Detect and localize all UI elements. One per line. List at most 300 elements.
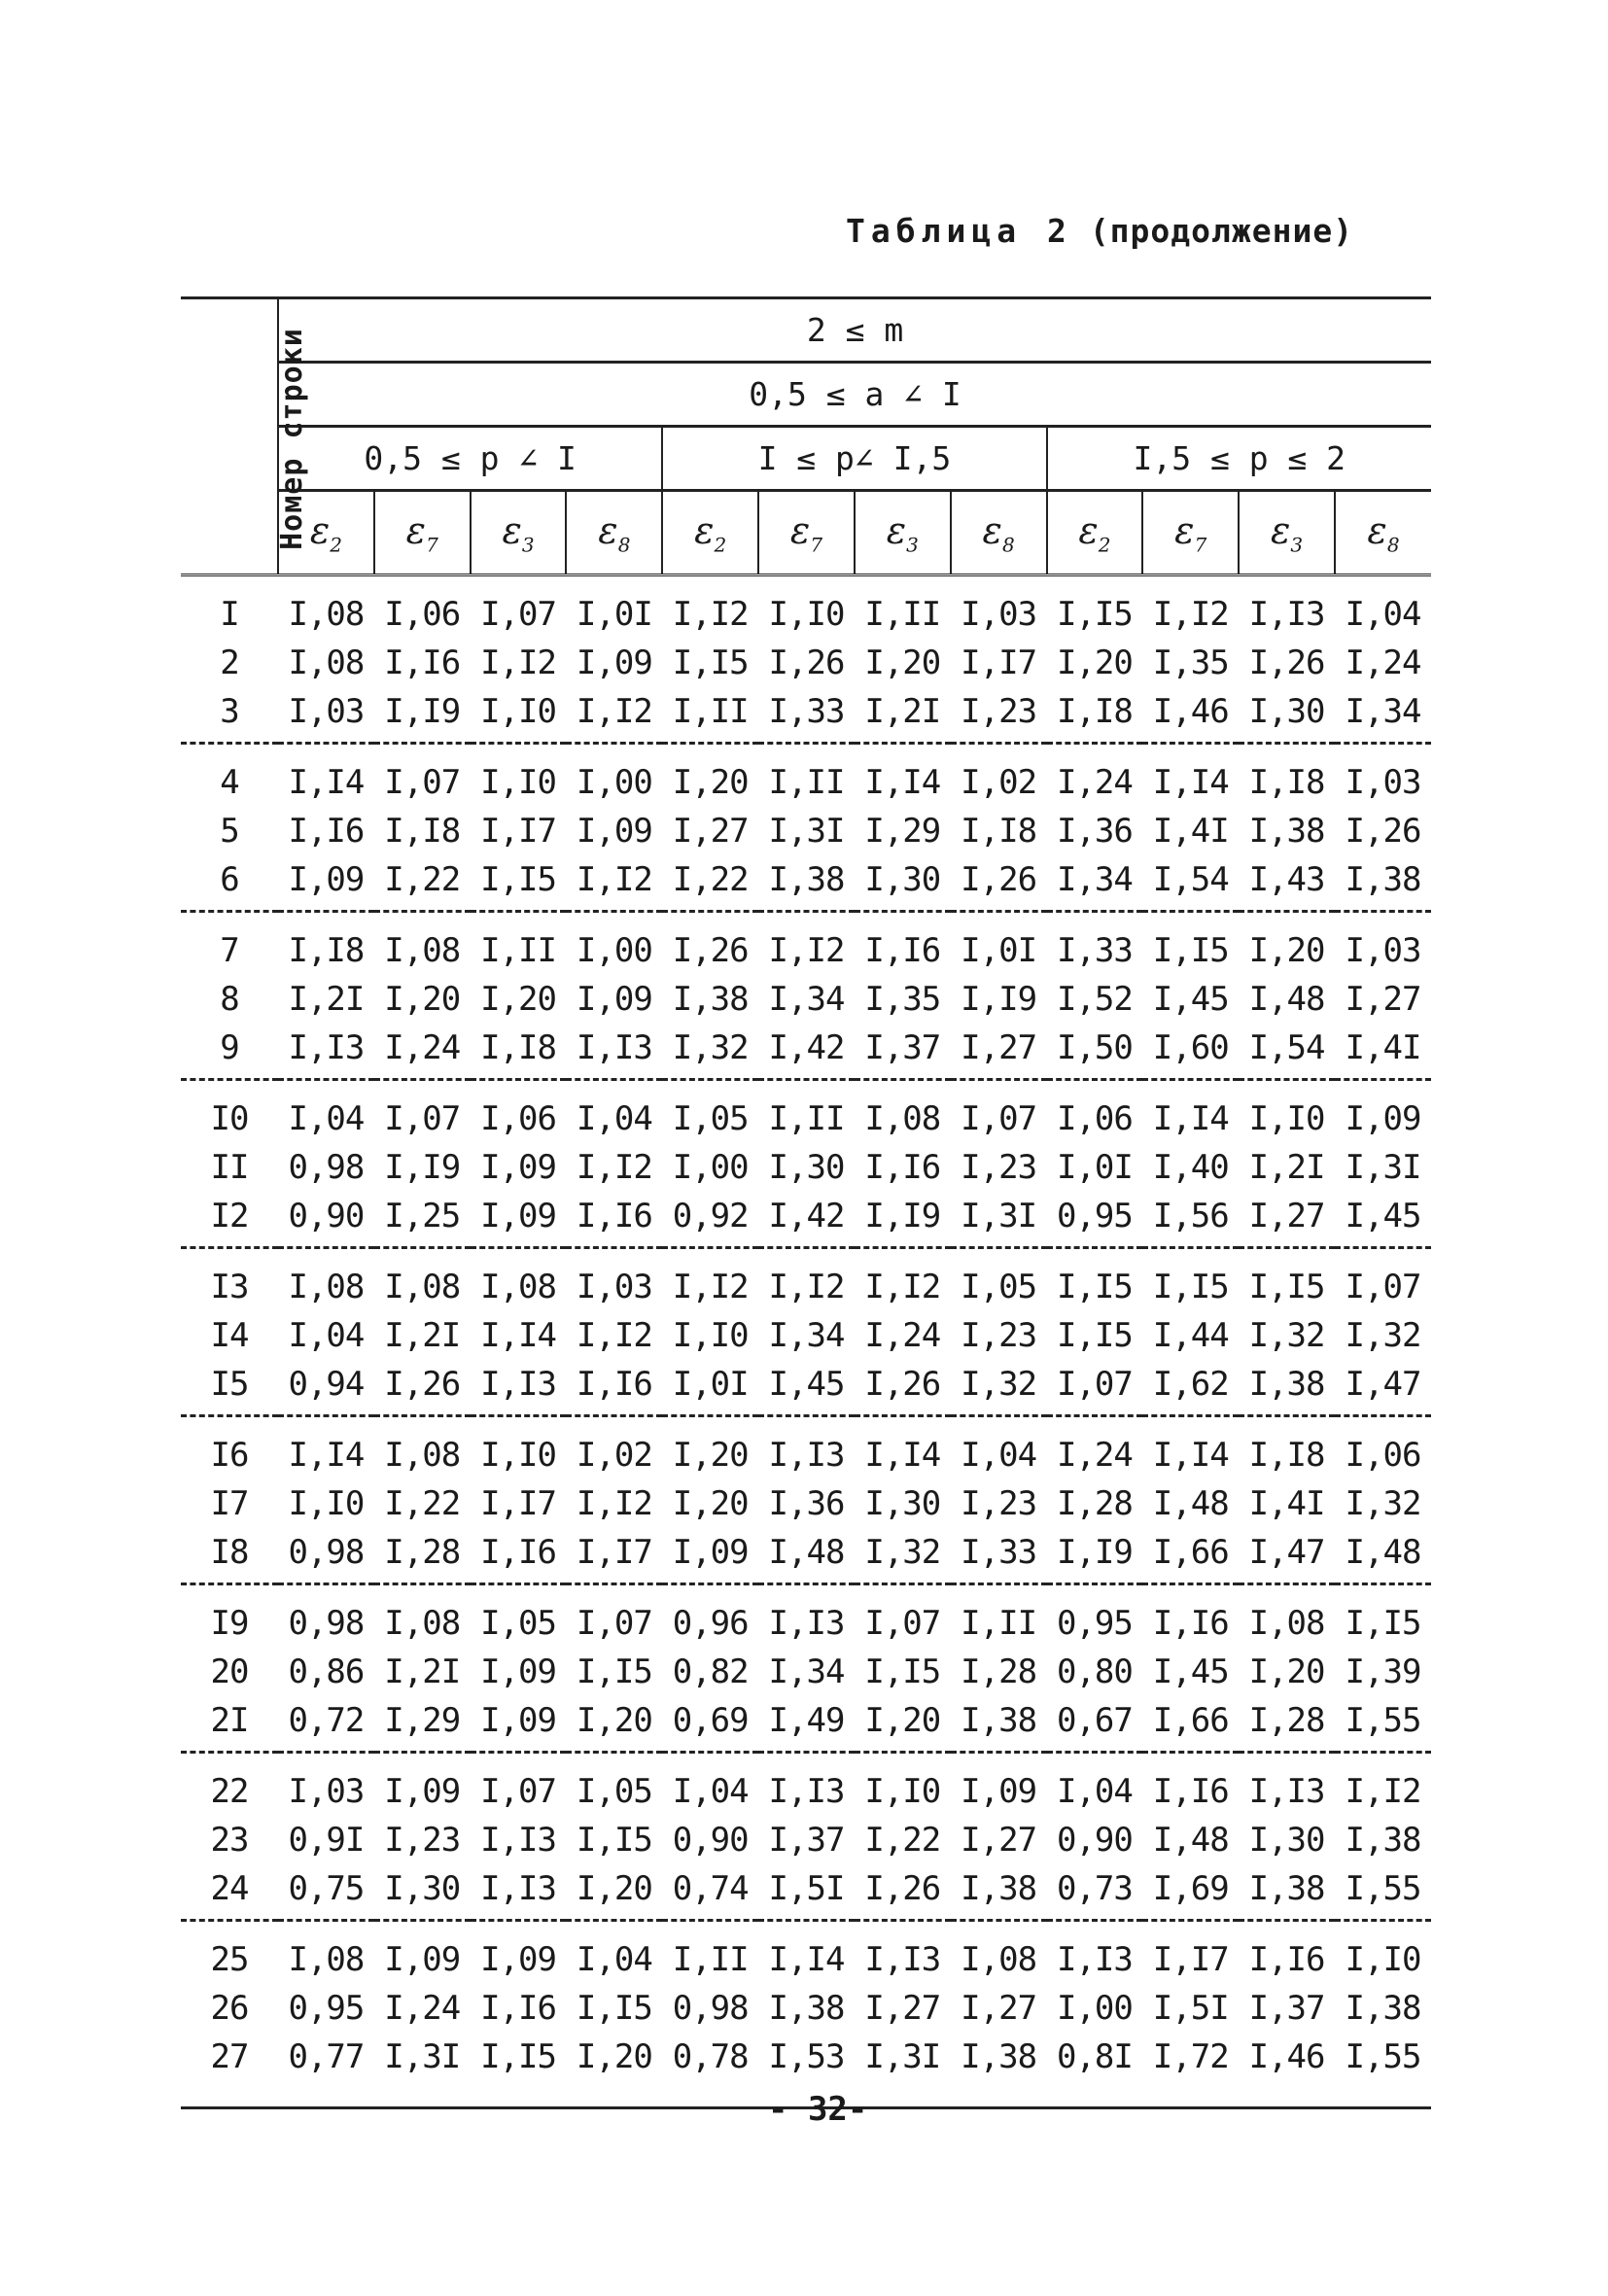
table-row [181,1360,1431,1416]
value-cell: I,I0 [480,1436,556,1475]
page-number: - 32- [768,2090,868,2129]
value-cell: I,23 [961,1148,1037,1187]
table-row [181,1753,1431,1817]
value-cell: I,60 [1142,1024,1239,1080]
epsilon-symbol: ε [1078,508,1099,552]
value-cell: I,I2 [566,687,662,744]
value-cell: I,I2 [768,1268,845,1306]
value-cell: I,I9 [374,687,471,744]
value-cell: I,09 [471,1696,567,1753]
value-cell: 0,95 [1047,1192,1143,1248]
value-cell: 0,92 [662,1192,758,1248]
value-cell: I,23 [961,1316,1037,1355]
value-cell: I,I3 [768,1604,845,1643]
row-number-cell: I2 [181,1192,278,1248]
value-cell: I,07 [480,1772,556,1811]
value-cell: I,I5 [1056,1316,1133,1355]
value-cell: I,29 [864,812,941,851]
value-cell: I,37 [768,1821,845,1860]
value-cell: I,I0 [480,763,556,802]
value-cell: I,49 [758,1696,855,1753]
row-number-cell: 23 [210,1821,249,1860]
value-cell: I,45 [1335,1192,1431,1248]
value-cell: I,I4 [1152,763,1229,802]
row-number-cell: I7 [210,1484,249,1523]
table-row [181,855,1431,912]
value-cell: I,II [864,595,941,634]
value-cell: I,03 [961,595,1037,634]
value-cell: I,36 [1056,812,1133,851]
value-cell: I,07 [961,1099,1037,1138]
value-cell: I,I4 [288,763,365,802]
value-cell: I,50 [1047,1024,1143,1080]
table-body [181,575,1431,2108]
value-cell: I,38 [1345,1989,1421,2028]
value-cell: I,07 [576,1604,652,1643]
value-cell: I,26 [374,1360,471,1416]
row-number-cell: 7 [220,931,239,970]
value-cell: I,47 [1239,1528,1335,1584]
value-cell: I,I2 [576,1316,652,1355]
value-cell: I,I5 [1152,1268,1229,1306]
epsilon-subscript: 2 [1098,533,1111,557]
table-row [181,807,1431,855]
value-cell: I,46 [1142,687,1239,744]
value-cell: 0,9I [288,1821,365,1860]
value-cell: I,I0 [768,595,845,634]
value-cell: I,20 [864,644,941,682]
value-cell: I,46 [1239,2033,1335,2108]
value-cell: 0,95 [1056,1604,1133,1643]
value-cell: 0,77 [278,2033,374,2108]
value-cell: I,I5 [1056,595,1133,634]
value-cell: I,07 [480,595,556,634]
value-cell: I,47 [1335,1360,1431,1416]
value-cell: I,I3 [471,1360,567,1416]
value-cell: I,I6 [1152,1772,1229,1811]
value-cell: I,0I [961,931,1037,970]
table-row [181,687,1431,744]
value-cell: I,I5 [1345,1604,1421,1643]
row-number-cell: 2I [181,1696,278,1753]
value-cell: I,62 [1142,1360,1239,1416]
value-cell: I,I5 [471,2033,567,2108]
value-cell: I,08 [384,1268,461,1306]
value-cell: I,54 [1142,855,1239,912]
epsilon-header-cell [374,491,471,575]
value-cell: I,I5 [1152,931,1229,970]
value-cell: I,II [480,931,556,970]
value-cell: I,5I [1152,1989,1229,2028]
row-number-header [181,298,309,575]
value-cell: I,23 [951,687,1047,744]
value-cell: I,3I [1345,1148,1421,1187]
value-cell: I,24 [374,1024,471,1080]
value-cell: I,08 [961,1940,1037,1979]
value-cell: 0,98 [672,1989,749,2028]
value-cell: I,20 [566,1864,662,1921]
value-cell: I,45 [1152,1652,1229,1691]
value-cell: I,07 [384,763,461,802]
row-number-cell: 8 [220,980,239,1019]
value-cell: I,I0 [672,1316,749,1355]
value-cell: I,I9 [384,1148,461,1187]
value-cell: I,I7 [480,1484,556,1523]
value-cell: I,38 [768,1989,845,2028]
value-cell: I,66 [1142,1696,1239,1753]
epsilon-header-cell [662,491,758,575]
value-cell: I,04 [288,1316,365,1355]
row-number-cell: 25 [210,1940,249,1979]
row-number-cell: I0 [210,1099,249,1138]
table-row [181,1024,1431,1080]
epsilon-header-cell [566,491,662,575]
value-cell: I,20 [672,1436,749,1475]
row-number-cell: 20 [210,1652,249,1691]
value-cell: I,I6 [480,1989,556,2028]
value-cell: I,03 [1345,763,1421,802]
epsilon-subscript: 8 [617,533,631,557]
value-cell: I,55 [1335,2033,1431,2108]
value-cell: I,42 [758,1024,855,1080]
table-row [181,1528,1431,1584]
value-cell: I,08 [288,595,365,634]
value-cell: I,I4 [864,763,941,802]
value-cell: I,20 [384,980,461,1019]
table-row [181,1416,1431,1480]
epsilon-symbol: ε [789,508,811,552]
value-cell: I,I6 [1248,1940,1325,1979]
value-cell: I,I7 [961,644,1037,682]
value-cell: I,04 [1056,1772,1133,1811]
value-cell: I,03 [288,1772,365,1811]
value-cell: I,I3 [278,1024,374,1080]
value-cell: 0,98 [288,1148,365,1187]
value-cell: I,24 [384,1989,461,2028]
value-cell: I,20 [1248,1652,1325,1691]
value-cell: I,I7 [1152,1940,1229,1979]
value-cell: I,04 [576,1099,652,1138]
value-cell: I,08 [1248,1604,1325,1643]
value-cell: I,30 [374,1864,471,1921]
value-cell: I,00 [672,1148,749,1187]
value-cell: I,03 [576,1268,652,1306]
value-cell: 0,78 [662,2033,758,2108]
value-cell: I,22 [662,855,758,912]
value-cell: I,24 [1056,763,1133,802]
value-cell: I,II [662,687,758,744]
data-table-container [181,296,1431,2109]
value-cell: I,32 [951,1360,1047,1416]
value-cell: I,08 [480,1268,556,1306]
value-cell: I,54 [1239,1024,1335,1080]
epsilon-header-cell [951,491,1047,575]
value-cell: I,20 [566,2033,662,2108]
value-cell: I,I2 [576,1484,652,1523]
value-cell: I,20 [566,1696,662,1753]
value-cell: I,39 [1345,1652,1421,1691]
value-cell: I,45 [1152,980,1229,1019]
value-cell: I,34 [1335,687,1431,744]
value-cell: I,30 [864,1484,941,1523]
value-cell: I,I4 [288,1436,365,1475]
table-row [181,1584,1431,1649]
value-cell: I,27 [961,1821,1037,1860]
value-cell: I,I3 [566,1024,662,1080]
value-cell: 0,95 [288,1989,365,2028]
value-cell: I,02 [576,1436,652,1475]
value-cell: I,I2 [566,855,662,912]
value-cell: I,I8 [1248,1436,1325,1475]
value-cell: I,I8 [961,812,1037,851]
value-cell: I,34 [1047,855,1143,912]
value-cell: I,72 [1142,2033,1239,2108]
epsilon-subscript: 7 [426,533,438,557]
value-cell: I,I6 [566,1360,662,1416]
table-row [181,1479,1431,1528]
value-cell: I,I3 [480,1821,556,1860]
table-row [181,1143,1431,1192]
value-cell: I,53 [758,2033,855,2108]
epsilon-symbol: ε [598,508,618,552]
value-cell: I,I4 [1152,1099,1229,1138]
value-cell: I,06 [480,1099,556,1138]
value-cell: I,48 [758,1528,855,1584]
value-cell: I,00 [1056,1989,1133,2028]
value-cell: I,27 [672,812,749,851]
table-continuation: (продолжение) [1089,212,1354,250]
p-group-header: 0,5 ≤ p ∠ I [278,427,662,491]
value-cell: I,22 [374,855,471,912]
value-cell: I,45 [758,1360,855,1416]
value-cell: I,05 [961,1268,1037,1306]
epsilon-subscript: 2 [714,533,727,557]
value-cell: I,00 [576,931,652,970]
value-cell: I,38 [951,2033,1047,2108]
p-group-header: I,5 ≤ p ≤ 2 [1047,427,1431,491]
epsilon-subscript: 8 [1001,533,1015,557]
epsilon-subscript: 8 [1386,533,1400,557]
value-cell: I,05 [672,1099,749,1138]
epsilon-header-cell [1047,491,1143,575]
value-cell: I,23 [961,1484,1037,1523]
value-cell: I,23 [384,1821,461,1860]
value-cell: I,I3 [1248,595,1325,634]
value-cell: 0,90 [672,1821,749,1860]
value-cell: I,I3 [768,1772,845,1811]
value-cell: I,28 [1056,1484,1133,1523]
value-cell: I,32 [1345,1316,1421,1355]
value-cell: I,32 [1345,1484,1421,1523]
value-cell: I,09 [576,812,652,851]
value-cell: I,26 [855,1864,951,1921]
value-cell: I,38 [951,1696,1047,1753]
value-cell: I,48 [1248,980,1325,1019]
epsilon-symbol: ε [982,508,1002,552]
value-cell: I,5I [758,1864,855,1921]
value-cell: 0,82 [672,1652,749,1691]
value-cell: I,08 [864,1099,941,1138]
row-number-cell: I [220,595,239,634]
value-cell: I,69 [1142,1864,1239,1921]
value-cell: I,20 [480,980,556,1019]
value-cell: I,I6 [471,1528,567,1584]
value-cell: I,I8 [1248,763,1325,802]
value-cell: I,I0 [471,687,567,744]
value-cell: I,3I [374,2033,471,2108]
value-cell: I,26 [1345,812,1421,851]
value-cell: I,34 [768,1652,845,1691]
table-row [181,1080,1431,1144]
value-cell: I,08 [384,1436,461,1475]
value-cell: I,33 [758,687,855,744]
value-cell: I,II [961,1604,1037,1643]
value-cell: I,I5 [1248,1268,1325,1306]
row-number-cell: I3 [210,1268,249,1306]
value-cell: I,24 [864,1316,941,1355]
epsilon-symbol: ε [309,508,331,552]
value-cell: I,I5 [576,1989,652,2028]
value-cell: I,27 [961,1989,1037,2028]
value-cell: 0,90 [278,1192,374,1248]
value-cell: I,48 [1152,1821,1229,1860]
value-cell: I,I2 [1152,595,1229,634]
value-cell: I,I9 [961,980,1037,1019]
value-cell: 0,94 [278,1360,374,1416]
value-cell: I,02 [961,763,1037,802]
value-cell: I,26 [1248,644,1325,682]
value-cell: I,I0 [1248,1099,1325,1138]
epsilon-subscript: 7 [810,533,823,557]
value-cell: 0,75 [278,1864,374,1921]
epsilon-header-cell [855,491,951,575]
value-cell: I,33 [951,1528,1047,1584]
value-cell: I,38 [1239,1360,1335,1416]
value-cell: I,38 [951,1864,1047,1921]
value-cell: I,08 [384,1604,461,1643]
row-number-cell: 9 [181,1024,278,1080]
value-cell: I,34 [768,980,845,1019]
value-cell: I,I8 [288,931,365,970]
value-cell: 0,67 [1047,1696,1143,1753]
epsilon-header-cell [1335,491,1431,575]
value-cell: 0,80 [1056,1652,1133,1691]
value-cell: I,I6 [864,1148,941,1187]
value-cell: I,I3 [1248,1772,1325,1811]
value-cell: I,04 [672,1772,749,1811]
value-cell: I,26 [951,855,1047,912]
row-number-label: Номер строки [274,327,309,550]
value-cell: I,I7 [566,1528,662,1584]
value-cell: I,3I [768,812,845,851]
value-cell: I,43 [1239,855,1335,912]
table-row [181,1864,1431,1921]
row-number-cell: I8 [181,1528,278,1584]
value-cell: I,I4 [768,1940,845,1979]
table-row [181,1248,1431,1312]
value-cell: I,28 [374,1528,471,1584]
epsilon-header-cell [1239,491,1335,575]
value-cell: I,I5 [471,855,567,912]
table-row [181,1696,1431,1753]
value-cell: I,06 [384,595,461,634]
value-cell: I,42 [758,1192,855,1248]
value-cell: I,36 [768,1484,845,1523]
value-cell: I,09 [384,1772,461,1811]
row-number-cell: 3 [181,687,278,744]
value-cell: 0,96 [672,1604,749,1643]
value-cell: I,I2 [576,1148,652,1187]
value-cell: I,I0 [288,1484,365,1523]
value-cell: I,I3 [768,1436,845,1475]
value-cell: I,2I [384,1316,461,1355]
value-cell: I,24 [1056,1436,1133,1475]
value-cell: I,09 [1345,1099,1421,1138]
row-number-cell: I4 [210,1316,249,1355]
value-cell: I,20 [855,1696,951,1753]
value-cell: I,66 [1142,1528,1239,1584]
value-cell: I,3I [951,1192,1047,1248]
epsilon-symbol: ε [1174,508,1195,552]
row-number-cell: 24 [181,1864,278,1921]
value-cell: 0,98 [288,1604,365,1643]
value-cell: I,I6 [288,812,365,851]
row-number-cell: I9 [210,1604,249,1643]
epsilon-symbol: ε [694,508,715,552]
value-cell: I,28 [1239,1696,1335,1753]
value-cell: I,II [768,763,845,802]
value-cell: I,06 [1345,1436,1421,1475]
value-cell: 0,98 [278,1528,374,1584]
value-cell: I,I0 [864,1772,941,1811]
value-cell: I,I3 [864,1940,941,1979]
value-cell: I,05 [576,1772,652,1811]
table-row [181,1648,1431,1696]
table-row [181,575,1431,640]
value-cell: I,2I [288,980,365,1019]
value-cell: I,3I [855,2033,951,2108]
value-cell: I,I2 [768,931,845,970]
epsilon-header-row [181,491,1431,575]
row-number-cell: II [210,1148,249,1187]
value-cell: I,0I [662,1360,758,1416]
table-row [181,975,1431,1024]
value-cell: I,20 [1248,931,1325,970]
epsilon-subscript: 2 [330,533,342,557]
value-cell: I,I3 [1056,1940,1133,1979]
value-cell: I,04 [576,1940,652,1979]
value-cell: I,04 [1345,595,1421,634]
value-cell: I,0I [576,595,652,634]
value-cell: I,I4 [480,1316,556,1355]
value-cell: I,I2 [672,1268,749,1306]
value-cell: I,48 [1152,1484,1229,1523]
value-cell: I,07 [1345,1268,1421,1306]
value-cell: I,I3 [471,1864,567,1921]
value-cell: I,I0 [1345,1940,1421,1979]
value-cell: I,26 [768,644,845,682]
value-cell: I,27 [1345,980,1421,1019]
value-cell: I,I5 [864,1652,941,1691]
value-cell: I,2I [384,1652,461,1691]
value-cell: I,0I [1056,1148,1133,1187]
value-cell: I,29 [374,1696,471,1753]
value-cell: I,03 [278,687,374,744]
value-cell: I,26 [855,1360,951,1416]
value-cell: I,55 [1335,1864,1431,1921]
value-cell: I,I2 [864,1268,941,1306]
epsilon-header-cell [758,491,855,575]
